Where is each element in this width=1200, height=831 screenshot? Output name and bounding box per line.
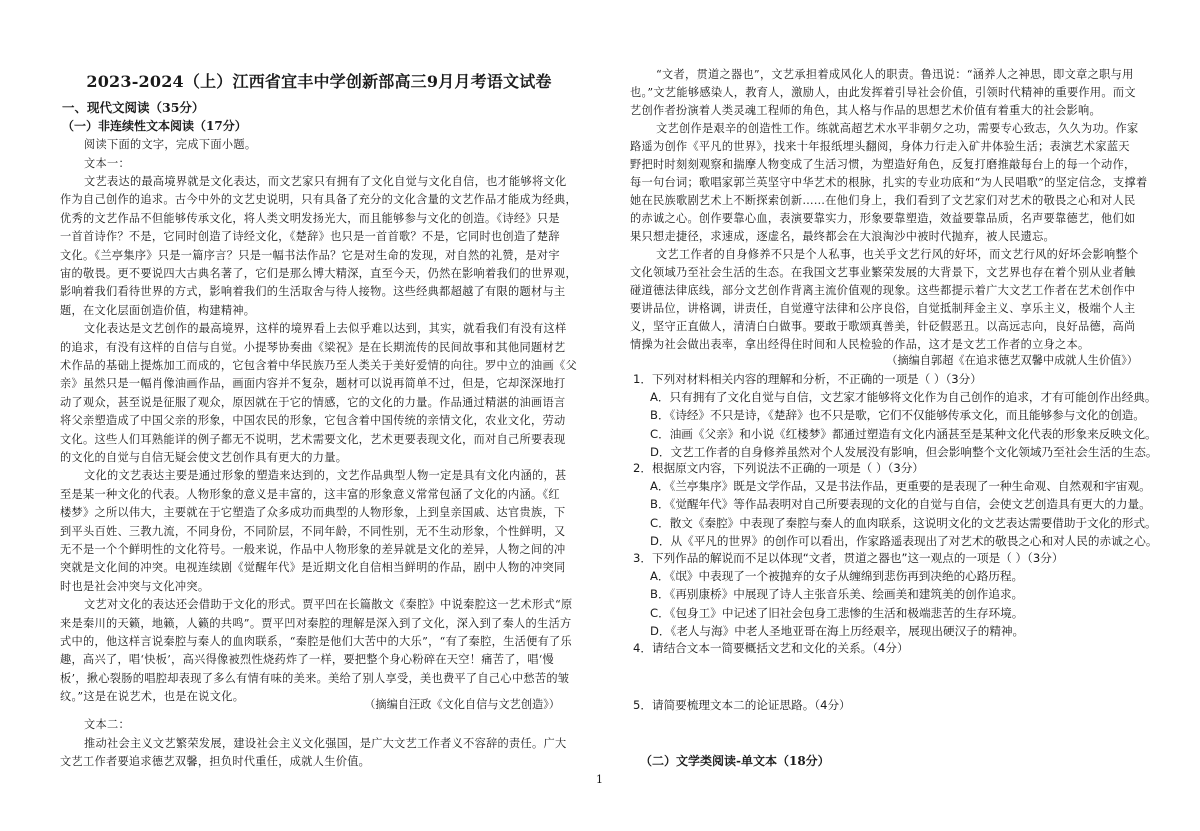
answer-option: C．油画《父亲》和小说《红楼梦》都通过塑造有文化内涵甚至是某种文化代表的形象来反映文化。 (650, 426, 1157, 441)
text2-line: 文化领域乃至社会生活的生态。在我国文艺事业繁荣发展的大背景下，文艺界也存在着个别从业者触 (630, 266, 1136, 279)
text2-label: 文本二： (84, 718, 130, 731)
answer-option: B．《诗经》不只是诗，《楚辞》也不只是歌，它们不仅能够传承文化，而且能够参与文化的创造。 (650, 408, 1145, 423)
text1-line: 至是某一种文化的代表。人物形象的意义是丰富的，这丰富的形象意义常常包涵了文化的内涵。《红 (60, 487, 560, 501)
question-stem: 4．请结合文本一简要概括文艺和文化的关系。（4分） (633, 641, 909, 655)
text2-line: 路遥为创作《平凡的世界》，找来十年报纸埋头翻阅，身体力行走入矿井体验生活；表演艺术家蓝天 (630, 140, 1130, 153)
text1-line: 题，在文化层面创造价值，构建精神。 (60, 303, 256, 317)
text1-line: 术作品的基础上提炼加工而成的，它包含着中华民族乃至人类关于美好爱情的向往。罗中立的油画《父 (60, 359, 577, 372)
answer-option: A．《氓》中表现了一个被抛弃的女子从缠绵到悲伤再到决绝的心路历程。 (650, 569, 1024, 584)
text1-source: （摘编自汪政《文化自信与文艺创造》） (364, 698, 560, 711)
question-stem: 3．下列作品的解说而不足以体现“文者，贯道之器也”这一观点的一项是（ ）（3分） (633, 551, 1064, 565)
text1-line: 纹。”这是在说艺术，也是在说文化。 (60, 690, 245, 704)
text1-line: 亲》虽然只是一幅肖像油画作品，画面内容并不复杂，题材可以说再简单不过，但是，它却深深地打 (60, 377, 566, 391)
text2-line: 文艺工作者要追求德艺双馨，担负时代重任，成就人生价值。 (60, 755, 371, 768)
answer-option: C．散文《秦腔》中表现了秦腔与秦人的血肉联系，这说明文化的文艺表达需要借助于文化的形式。 (650, 515, 1157, 530)
text1-line: 文化表达是文艺创作的最高境界，这样的境界看上去似乎难以达到，其实，就看我们有没有这样 (84, 322, 567, 336)
subsection-heading-literary-reading: （二）文学类阅读-单文本（18分） (640, 754, 830, 768)
text1-line: 一首首诗作？不是，它同时创造了诗经文化，《楚辞》也只是一首首歌？不是，它同时也创造了楚辞 (60, 230, 560, 244)
text1-line: 作为自己创作的追求。古今中外的文艺史说明，只有具备了充分的文化含量的文艺作品才能成为经典， (60, 193, 577, 207)
text2-line: 她在民族歌剧艺术上不断探索创新……在他们身上，我们看到了文艺家们对艺术的敬畏之心和对人民 (630, 194, 1136, 207)
text2-line: 义，坚守正直做人，清清白白做事。要敢于歌颂真善美，针砭假恶丑。以高远志向，良好品德，高尚 (630, 320, 1136, 333)
text1-line: 楼梦》之所以伟大，主要就在于它塑造了众多成功而典型的人物形象，上到皇亲国戚、达官贵族，下 (60, 506, 566, 520)
answer-option: C．《包身工》中记述了旧社会包身工悲惨的生活和极端悲苦的生存环境。 (650, 605, 1024, 620)
text1-line: 突就是文化间的冲突。电视连续剧《觉醒年代》是近期文化自信相当鲜明的作品，剧中人物的冲突同 (60, 561, 566, 575)
text2-line: 果只想走捷径，求速成，逐虚名，最终都会在大浪淘沙中被时代抛弃，被人民遗忘。 (630, 230, 1056, 243)
text2-line: 的赤诚之心。创作要靠心血，表演要靠实力，形象要靠塑造，效益要靠品质，名声要靠德艺，他们如 (630, 212, 1136, 225)
text2-line: 艺创作者扮演着人类灵魂工程师的角色，其人格与作品的思想艺术价值有着重大的社会影响。 (630, 104, 1101, 117)
instruction-text: 阅读下面的文字，完成下面小题。 (84, 138, 257, 151)
question-stem: 5．请简要梳理文本二的论证思路。（4分） (633, 698, 851, 712)
text2-source: （摘编自郭超《在追求德艺双馨中成就人生价值》） (886, 354, 1138, 367)
text1-line: 的追求，有没有这样的自信与自觉。小提琴协奏曲《梁祝》是在长期流传的民间故事和其他同题材艺 (60, 340, 566, 354)
text1-line: 来是秦川的天籁，地籁，人籁的共鸣”。贾平凹对秦腔的理解是深入到了文化，深入到了秦人的生活方 (60, 616, 572, 630)
answer-option: A．只有拥有了文化自觉与自信，文艺家才能够将文化作为自己创作的追求，才有可能创作出经典。 (650, 390, 1157, 405)
subsection-heading-nonlinear-text: （一）非连续性文本阅读（17分） (62, 119, 247, 133)
text1-line: 文艺表达的最高境界就是文化表达，而文艺家只有拥有了文化自觉与文化自信，也才能够将文化 (84, 175, 567, 188)
text2-line: 要讲品位，讲格调，讲责任，自觉遵守法律和公序良俗，自觉抵制拜金主义、享乐主义，极端个人主 (630, 302, 1136, 315)
text1-line: 的文化的自觉与自信无疑会使文艺创作具有更大的力量。 (60, 451, 348, 464)
text2-line: 推动社会主义文艺繁荣发展，建设社会主义文化强国，是广大文艺工作者义不容辞的责任。广大 (84, 737, 567, 750)
text1-line: 式中的，他这样言说秦腔与秦人的血肉联系，“秦腔是他们大苦中的大乐”，“有了秦腔，生活便有了乐 (60, 635, 573, 648)
text1-line: 无不是一个个鲜明性的文化符号。一般来说，作品中人物形象的差异就是文化的差异，人物之间的冲 (60, 543, 566, 556)
text2-line: 也。”文艺能够感染人，教育人，激励人，由此发挥着引导社会价值，引领时代精神的重要作用。而文 (630, 86, 1136, 99)
page-number: 1 (596, 773, 603, 786)
text1-label: 文本一： (84, 157, 130, 170)
text2-line: 碰道德法律底线，部分文艺创作背离主流价值观的现象。这些都提示着广大文艺工作者在艺术创作中 (630, 284, 1136, 297)
question-stem: 1．下列对材料相关内容的理解和分析，不正确的一项是（ ）（3分） (633, 372, 982, 386)
text1-line: 文化的文艺表达主要是通过形象的塑造来达到的，文艺作品典型人物一定是具有文化内涵的，甚 (84, 469, 567, 483)
text1-line: 趣，高兴了，唱‘快板’，高兴得像被烈性烧药炸了一样，要把整个身心粉碎在天空！痛苦了，唱‘慢 (60, 653, 555, 667)
text1-line: 文艺对文化的表达还会借助于文化的形式。贾平凹在长篇散文《秦腔》中说秦腔这一艺术形式“原 (84, 598, 573, 612)
text2-line: “文者，贯道之器也”，文艺承担着成风化人的职责。鲁迅说：“涵养人之神思，即文章之职与用 (656, 68, 1134, 81)
answer-option: B．《觉醒年代》等作品表明对自己所要表现的文化的自觉与自信，会使文艺创造具有更大的力量。 (650, 497, 1151, 512)
text1-line: 板’，揪心裂肠的唱腔却表现了多么有情有味的美来。美给了别人享受，美也费平了自己心中愁苦的皱 (60, 671, 570, 685)
text1-line: 宙的敬畏。更不要说四大古典名著了，它们是那么博大精深，直至今天，仍然在影响着我们的世界观， (60, 267, 577, 280)
answer-option: D．《老人与海》中老人圣地亚哥在海上历经艰辛，展现出硬汉子的精神。 (650, 623, 1025, 638)
text2-line: 文艺创作是艰辛的创造性工作。练就高超艺术水平非朝夕之功，需要专心致志，久久为功。作家 (656, 122, 1139, 135)
text1-line: 时也是社会冲突与文化冲突。 (60, 579, 210, 593)
exam-title: 2023-2024（上）江西省宜丰中学创新部高三9月月考语文试卷 (86, 72, 552, 91)
answer-option: D．从《平凡的世界》的创作可以看出，作家路遥表现出了对艺术的敬畏之心和对人民的赤诚之心。 (650, 533, 1158, 548)
answer-option: B．《再别康桥》中展现了诗人主张音乐美、绘画美和建筑美的创作追求。 (650, 587, 1024, 602)
question-stem: 2．根据原文内容，下列说法不正确的一项是（ ）（3分） (633, 461, 924, 475)
text1-line: 动了观众，甚至说是征服了观众，原因就在于它的情感，它的文化的力量。作品通过精湛的油画语言 (60, 395, 566, 409)
answer-option: D．文艺工作者的自身修养虽然对个人发展没有影响，但会影响整个文化领域乃至社会生活的生态。 (650, 444, 1158, 459)
text1-line: 将父亲塑造成了中国父亲的形象，中国农民的形象，它包含着中国传统的亲情文化，农业文化，劳动 (60, 414, 566, 428)
text2-line: 文艺工作者的自身修养不只是个人私事，也关乎文艺行风的好坏，而文艺行风的好坏会影响整个 (656, 248, 1139, 261)
text2-line: 情操为社会做出表率，拿出经得住时间和人民检验的作品，这才是文艺工作者的立身之本。 (630, 338, 1090, 351)
text1-line: 文化。这些人们耳熟能详的例子都无不说明，艺术需要文化，艺术更要表现文化，而对自己所要表现 (60, 432, 566, 446)
section-heading-modern-reading: 一、现代文阅读（35分） (62, 100, 205, 115)
text1-line: 文化。《兰亭集序》只是一篇序言？只是一幅书法作品？它是对生命的发现，对自然的礼赞，是对宇 (60, 248, 560, 262)
text2-line: 每一句台词；歌唱家郭兰英坚守中华艺术的根脉，扎实的专业功底和“为人民唱歌”的坚定信念，支撑着 (630, 176, 1148, 189)
text1-line: 影响着我们看待世界的方式，影响着我们的生活取舍与待人接物。这些经典都超越了有限的题材与主 (60, 285, 566, 299)
text1-line: 到平头百姓、三教九流，不同身份，不同阶层，不同年龄，不同性别，无不生动形象，个性鲜明，又 (60, 524, 566, 538)
answer-option: A．《兰亭集序》既是文学作品，又是书法作品，更重要的是表现了一种生命观、自然观和宇宙观。 (650, 479, 1151, 494)
text2-line: 野把时时刻刻观察和揣摩人物变成了生活习惯，为塑造好角色，反复打磨推敲每台上的每一个动作， (630, 158, 1136, 171)
text1-line: 优秀的文艺作品不但能够传承文化，将人类文明发扬光大，而且能够参与文化的创造。《诗经》只是 (60, 211, 560, 225)
